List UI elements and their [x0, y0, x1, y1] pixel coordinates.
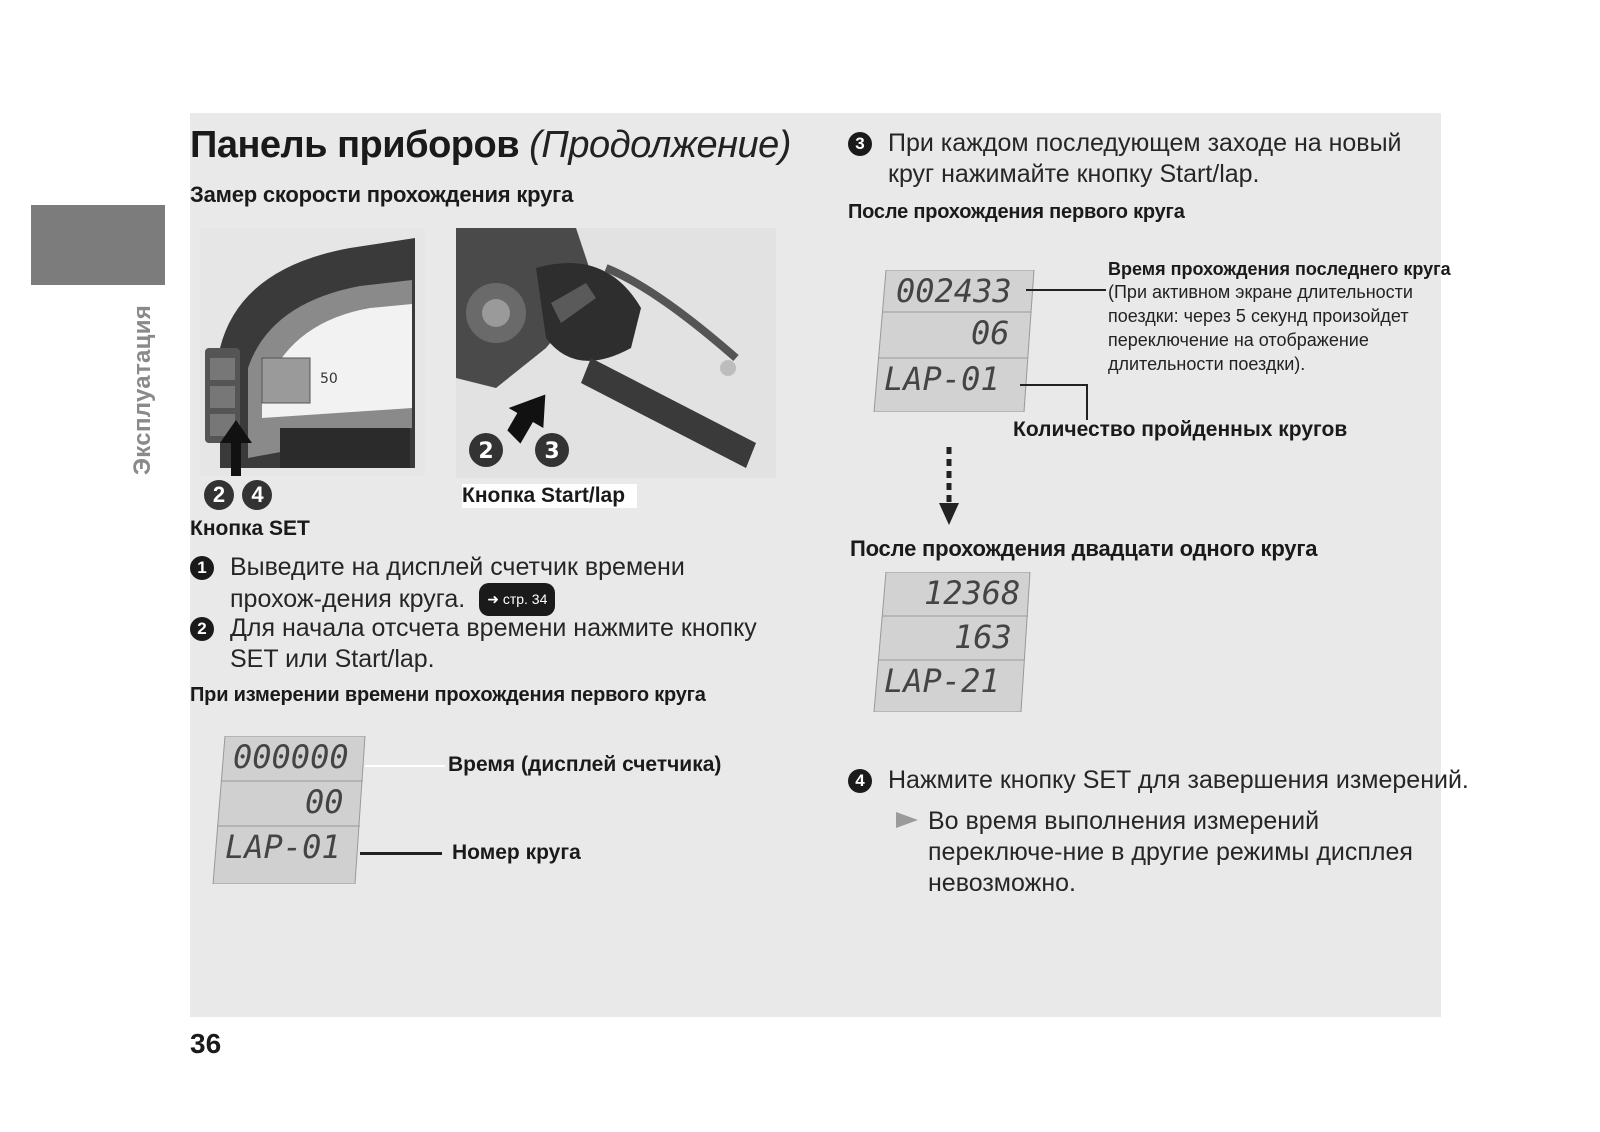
svg-text:3: 3: [544, 439, 560, 464]
last-lap-label: Время прохождения последнего круга (При активном экране длительности поездки: через 5 секунд произойдет переключение на отображение длительности поездки).: [1108, 259, 1451, 374]
gauge-speed-readout: 50: [320, 371, 338, 387]
leader-line: [1026, 289, 1106, 291]
lcd-display-after-first-lap: 002433 06 LAP-01: [866, 270, 1041, 412]
note: Во время выполнения измерений переключе-ние в другие режимы дисплея невозможно.: [894, 806, 1434, 899]
step-1: 1 Выведите на дисплей счетчик времени прохож-дения круга. ➜ стр. 34: [190, 552, 765, 616]
leader-line: [1086, 384, 1088, 420]
step-badge: 2: [204, 480, 234, 510]
dashed-down-arrow-icon: [937, 447, 961, 527]
section-heading: Замер скорости прохождения круга: [190, 182, 574, 207]
label-lap-number: Номер круга: [452, 841, 581, 864]
step-4: 4 Нажмите кнопку SET для завершения измерений.: [848, 765, 1428, 796]
instrument-cluster-photo: [200, 228, 425, 476]
label-lap-count: Количество пройденных кругов: [1013, 418, 1348, 441]
after-first-lap-heading: После прохождения первого круга: [848, 201, 1185, 223]
step-badge: 4: [242, 480, 272, 510]
lcd-display-after-21-laps: 12368 163 LAP-21: [866, 572, 1036, 712]
page-title: Панель приборов (Продолжение): [190, 124, 791, 166]
step-2: 2 Для начала отсчета времени нажмите кнопку SET или Start/lap.: [190, 613, 765, 675]
note-triangle-icon: [894, 810, 920, 830]
page-reference[interactable]: ➜ стр. 34: [479, 583, 555, 616]
startlap-button-caption: Кнопка Start/lap: [462, 484, 637, 508]
section-label: Эксплуатация: [129, 304, 156, 476]
section-tab: [31, 205, 165, 285]
label-time: Время (дисплей счетчика): [448, 753, 722, 776]
step-3: 3 При каждом последующем заходе на новый круг нажимайте кнопку Start/lap.: [848, 128, 1408, 190]
page-number: 36: [190, 1028, 222, 1059]
set-badges: [204, 480, 272, 510]
leader-line: [365, 765, 445, 767]
set-button-caption: Кнопка SET: [190, 517, 310, 540]
lcd-display-first-lap: 000000 00 LAP-01: [205, 736, 375, 884]
svg-text:2: 2: [478, 439, 494, 464]
leader-line: [360, 852, 442, 855]
after-21-laps-heading: После прохождения двадцати одного круга: [850, 536, 1318, 561]
first-lap-heading: При измерении времени прохождения первого круга: [190, 684, 706, 706]
leader-line: [1020, 384, 1088, 386]
handlebar-photo: [456, 228, 776, 478]
title-suffix: (Продолжение): [529, 124, 791, 166]
